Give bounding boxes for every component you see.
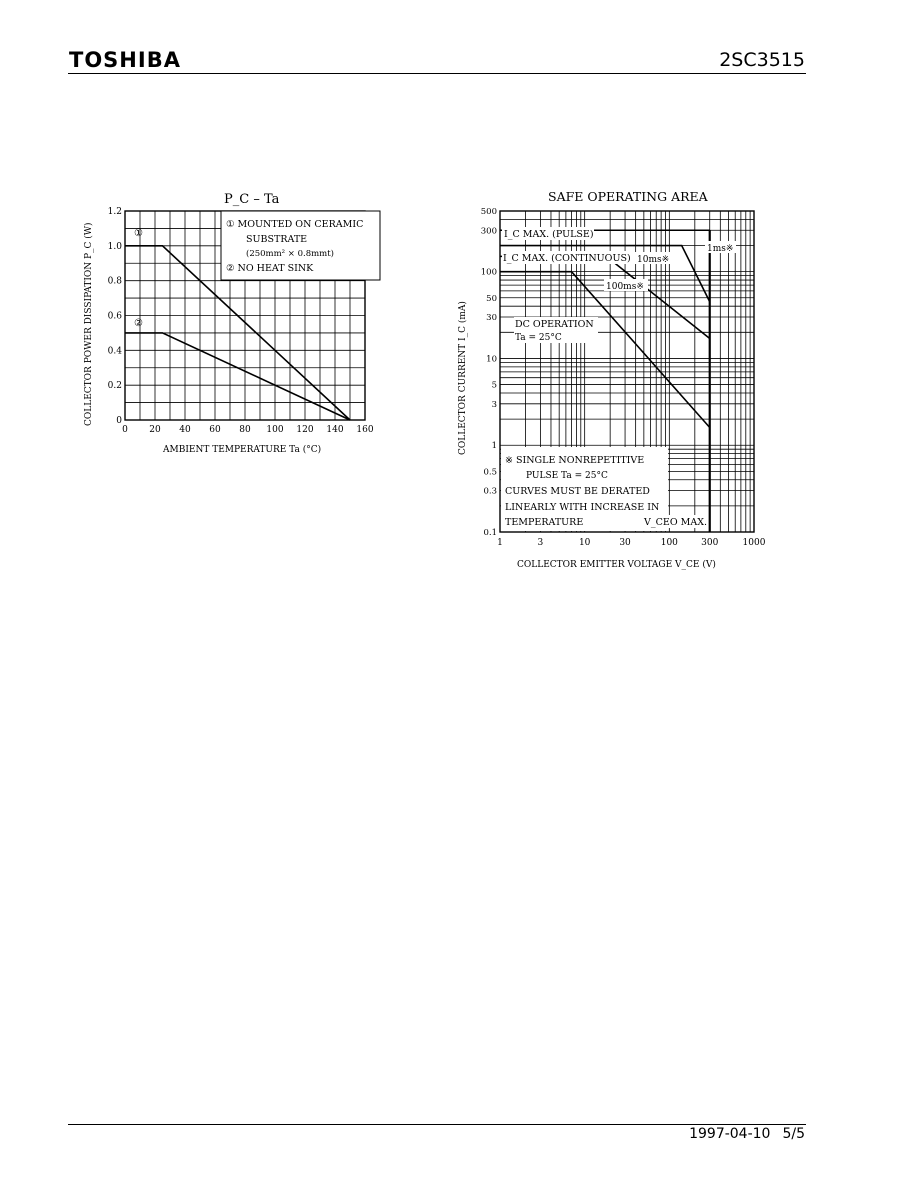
soa-label-dc-ta: Ta = 25°C <box>515 333 562 343</box>
footer <box>677 1126 805 1142</box>
pc-ta-curve-label-1: ① <box>134 228 143 239</box>
soa-chart <box>457 189 766 570</box>
pc-ta-x-ticks <box>122 425 374 435</box>
pc-ta-legend-line-4: ② NO HEAT SINK <box>226 263 314 274</box>
soa-x-tick-label: 10 <box>578 538 591 548</box>
soa-label-ic-pulse: I_C MAX. (PULSE) <box>504 229 594 240</box>
pc-ta-y-tick-label: 0.6 <box>107 311 122 322</box>
pc-ta-y-tick-label: 0.2 <box>107 381 122 392</box>
pc-ta-chart <box>83 192 380 455</box>
part-number: 2SC3515 <box>719 49 805 71</box>
pc-ta-x-tick-label: 20 <box>149 425 161 435</box>
pc-ta-x-tick-label: 40 <box>179 425 191 435</box>
soa-x-axis-label: COLLECTOR EMITTER VOLTAGE V_CE (V) <box>517 560 716 570</box>
soa-y-tick-label: 100 <box>480 267 497 278</box>
footer-date: 1997-04-10 <box>689 1126 771 1142</box>
soa-x-tick-label: 300 <box>701 538 719 548</box>
pc-ta-x-axis-label: AMBIENT TEMPERATURE Ta (°C) <box>163 445 322 455</box>
soa-y-tick-label: 1 <box>491 441 497 452</box>
soa-y-ticks <box>481 207 497 538</box>
pc-ta-y-tick-label: 0 <box>116 416 122 426</box>
soa-title: SAFE OPERATING AREA <box>548 189 708 204</box>
soa-y-tick-label: 30 <box>486 313 497 324</box>
pc-ta-title: P_C – Ta <box>224 192 280 207</box>
soa-note-line-1: ※ SINGLE NONREPETITIVE <box>505 455 645 466</box>
soa-label-dc-operation: DC OPERATION <box>515 319 594 330</box>
soa-y-tick-label: 10 <box>486 354 497 365</box>
soa-y-tick-label: 50 <box>486 293 497 304</box>
pc-ta-y-tick-label: 1.2 <box>107 207 122 217</box>
pc-ta-x-tick-label: 140 <box>326 425 344 435</box>
pc-ta-x-tick-label: 160 <box>356 425 374 435</box>
soa-y-tick-label: 0.5 <box>483 467 497 478</box>
soa-note-line-2: PULSE Ta = 25°C <box>526 471 608 481</box>
soa-label-1ms: 1ms※ <box>707 244 734 254</box>
pc-ta-x-tick-label: 0 <box>122 425 128 435</box>
pc-ta-y-ticks <box>108 207 123 426</box>
soa-y-tick-label: 300 <box>480 226 497 237</box>
soa-note-line-3: CURVES MUST BE DERATED <box>505 486 650 497</box>
soa-x-tick-label: 3 <box>537 538 544 548</box>
soa-y-tick-label: 500 <box>480 207 497 217</box>
footer-page: 5/5 <box>782 1126 805 1142</box>
soa-y-tick-label: 5 <box>491 380 497 391</box>
pc-ta-legend-line-3: (250mm² × 0.8mmt) <box>246 249 334 259</box>
footer-rule <box>68 1124 806 1125</box>
pc-ta-legend-line-1: ① MOUNTED ON CERAMIC <box>226 219 364 230</box>
soa-y-tick-label: 0.3 <box>483 486 497 497</box>
pc-ta-y-tick-label: 1.0 <box>107 241 122 252</box>
soa-x-tick-label: 1 <box>497 538 503 548</box>
toshiba-logo: TOSHIBA <box>69 48 181 72</box>
soa-y-axis-label: COLLECTOR CURRENT I_C (mA) <box>458 301 468 455</box>
pc-ta-x-tick-label: 100 <box>266 425 284 435</box>
pc-ta-series-line-2 <box>125 333 350 420</box>
pc-ta-y-tick-label: 0.8 <box>107 276 122 287</box>
soa-label-ic-cont: I_C MAX. (CONTINUOUS) <box>503 253 631 264</box>
soa-x-tick-label: 1000 <box>742 538 766 548</box>
pc-ta-x-tick-label: 60 <box>209 425 221 435</box>
pc-ta-legend-line-2: SUBSTRATE <box>246 234 308 245</box>
pc-ta-curve-label-2: ② <box>134 318 143 329</box>
soa-x-ticks <box>497 538 766 548</box>
pc-ta-x-tick-label: 120 <box>296 425 314 435</box>
soa-label-10ms: 10ms※ <box>637 255 670 265</box>
soa-label-100ms: 100ms※ <box>606 282 644 292</box>
soa-label-vceo: V_CEO MAX. <box>644 517 707 528</box>
soa-y-tick-label: 0.1 <box>483 528 497 538</box>
pc-ta-y-axis-label: COLLECTOR POWER DISSIPATION P_C (W) <box>84 222 94 426</box>
soa-x-tick-label: 30 <box>619 538 631 548</box>
pc-ta-x-tick-label: 80 <box>239 425 251 435</box>
soa-y-tick-label: 3 <box>491 399 497 410</box>
soa-note-line-4: LINEARLY WITH INCREASE IN <box>505 502 660 513</box>
pc-ta-y-tick-label: 0.4 <box>107 346 122 357</box>
soa-x-tick-label: 100 <box>660 538 678 548</box>
soa-note-line-5: TEMPERATURE <box>505 517 584 528</box>
